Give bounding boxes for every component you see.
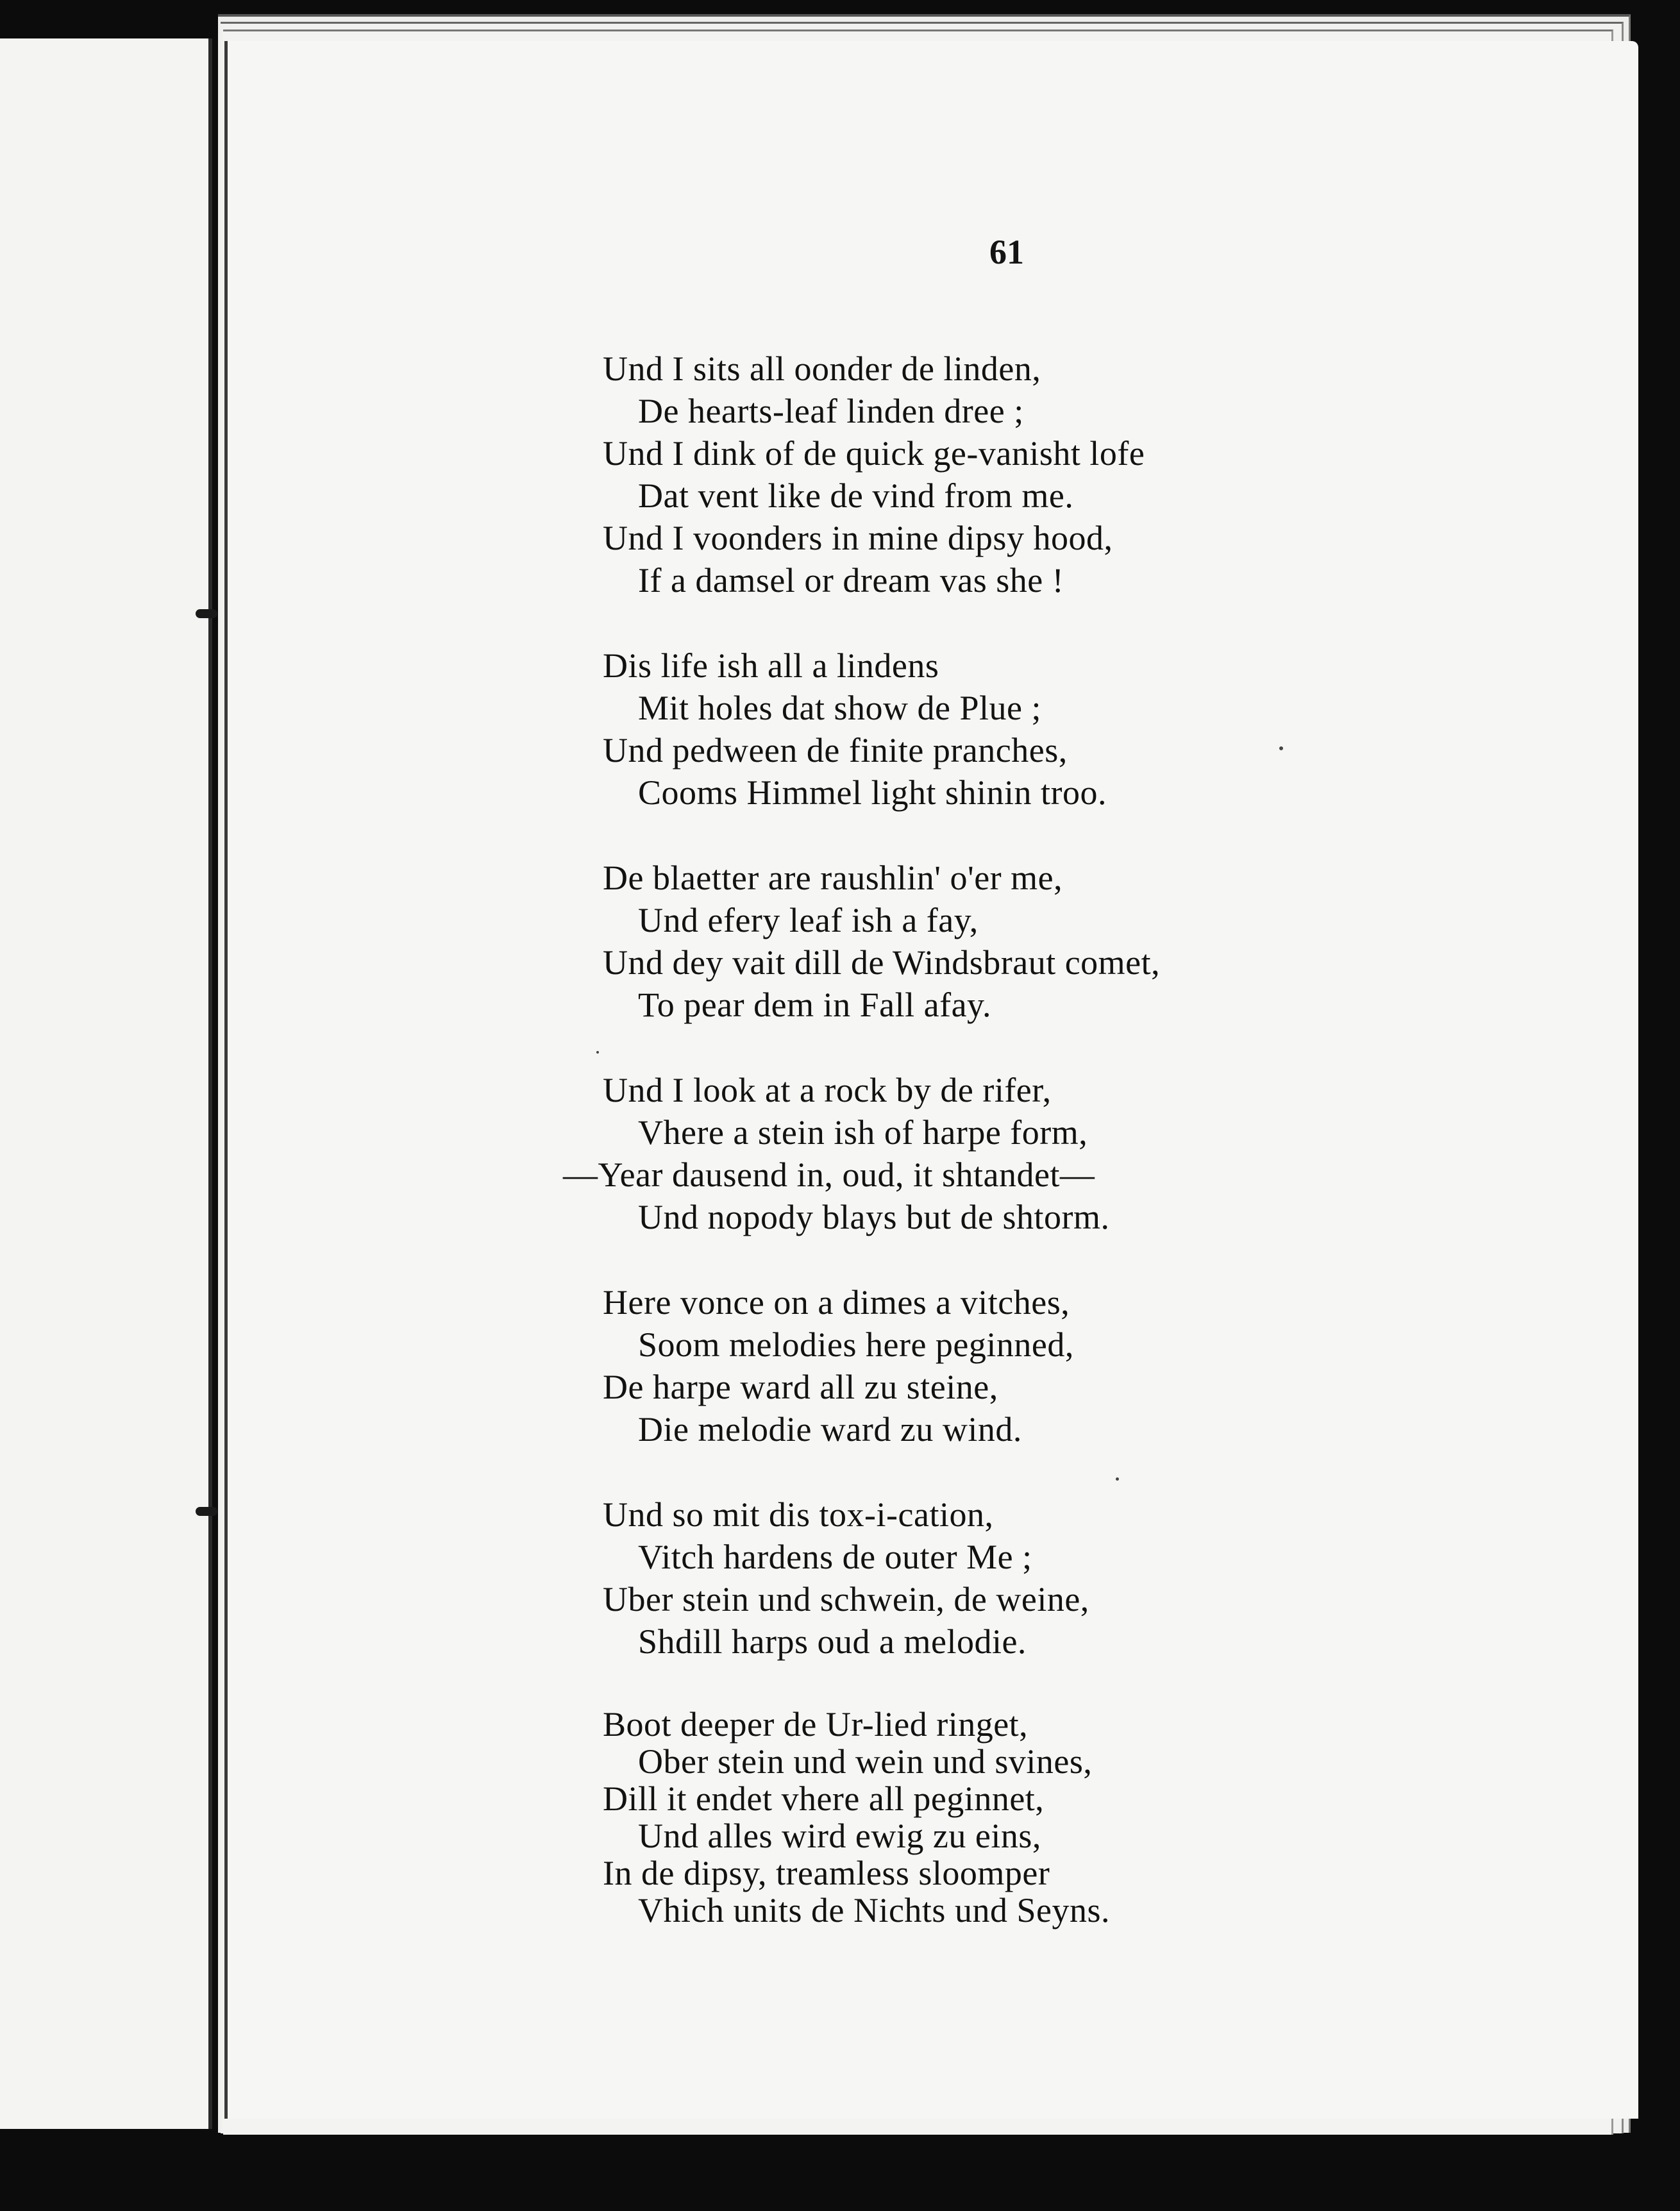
- poem-line: Dill it endet vhere all peginnet,: [603, 1779, 1045, 1818]
- stanza: [603, 348, 1565, 601]
- paper-speck: [1116, 1477, 1119, 1481]
- poem-line: Mit holes dat show de Plue ;: [638, 689, 1041, 727]
- poem-line: Die melodie ward zu wind.: [638, 1410, 1022, 1449]
- poem-line: Und alles wird ewig zu eins,: [638, 1817, 1041, 1855]
- stanza: [563, 1069, 1565, 1238]
- poem-line: Und pedween de finite pranches,: [603, 731, 1068, 769]
- poem-line: Vitch hardens de outer Me ;: [638, 1538, 1032, 1576]
- poem-line: Und efery leaf ish a fay,: [638, 901, 979, 939]
- poem-line: —Year dausend in, oud, it shtandet—: [563, 1156, 1095, 1194]
- left-page-edge: [0, 38, 212, 2129]
- poem-line: Und so mit dis tox-i-cation,: [603, 1495, 994, 1534]
- poem-line: De blaetter are raushlin' o'er me,: [603, 859, 1063, 897]
- poem-line: Vhich units de Nichts und Seyns.: [638, 1891, 1110, 1929]
- poem-line: Soom melodies here peginned,: [638, 1325, 1074, 1364]
- poem-line: Und nopody blays but de shtorm.: [638, 1198, 1110, 1236]
- poem-line: Ober stein und wein und svines,: [638, 1742, 1093, 1781]
- poem-line: Und I dink of de quick ge-vanisht lofe: [603, 434, 1145, 473]
- paper-speck: [1279, 746, 1283, 750]
- binding-mark: [196, 1507, 217, 1516]
- poem: [563, 348, 1565, 1972]
- poem-line: De harpe ward all zu steine,: [603, 1368, 998, 1406]
- poem-line: Uber stein und schwein, de weine,: [603, 1580, 1089, 1618]
- binding-mark: [196, 609, 217, 618]
- page-number: 61: [989, 233, 1024, 271]
- poem-line: Und I look at a rock by de rifer,: [603, 1071, 1052, 1109]
- poem-line: Und I voonders in mine dipsy hood,: [603, 519, 1113, 557]
- poem-line: Here vonce on a dimes a vitches,: [603, 1283, 1070, 1322]
- poem-line: Und I sits all oonder de linden,: [603, 349, 1041, 388]
- stanza: [603, 1706, 1565, 1929]
- stanza: [603, 1281, 1565, 1450]
- poem-line: Und dey vait dill de Windsbraut comet,: [603, 943, 1161, 982]
- poem-line: Shdill harps oud a melodie.: [638, 1622, 1027, 1661]
- poem-line: In de dipsy, treamless sloomper: [603, 1854, 1050, 1892]
- poem-line: If a damsel or dream vas she !: [638, 561, 1064, 600]
- paper-speck: [596, 1051, 599, 1054]
- poem-line: To pear dem in Fall afay.: [638, 986, 992, 1024]
- poem-line: Vhere a stein ish of harpe form,: [638, 1113, 1088, 1152]
- book-page: [224, 41, 1638, 2119]
- poem-line: Boot deeper de Ur-lied ringet,: [603, 1705, 1029, 1744]
- stanza: [603, 857, 1565, 1026]
- poem-line: Dis life ish all a lindens: [603, 646, 939, 685]
- poem-line: Cooms Himmel light shinin troo.: [638, 773, 1107, 812]
- stanza: [603, 644, 1565, 814]
- poem-line: De hearts-leaf linden dree ;: [638, 392, 1024, 430]
- stanza: [603, 1493, 1565, 1663]
- poem-line: Dat vent like de vind from me.: [638, 476, 1074, 515]
